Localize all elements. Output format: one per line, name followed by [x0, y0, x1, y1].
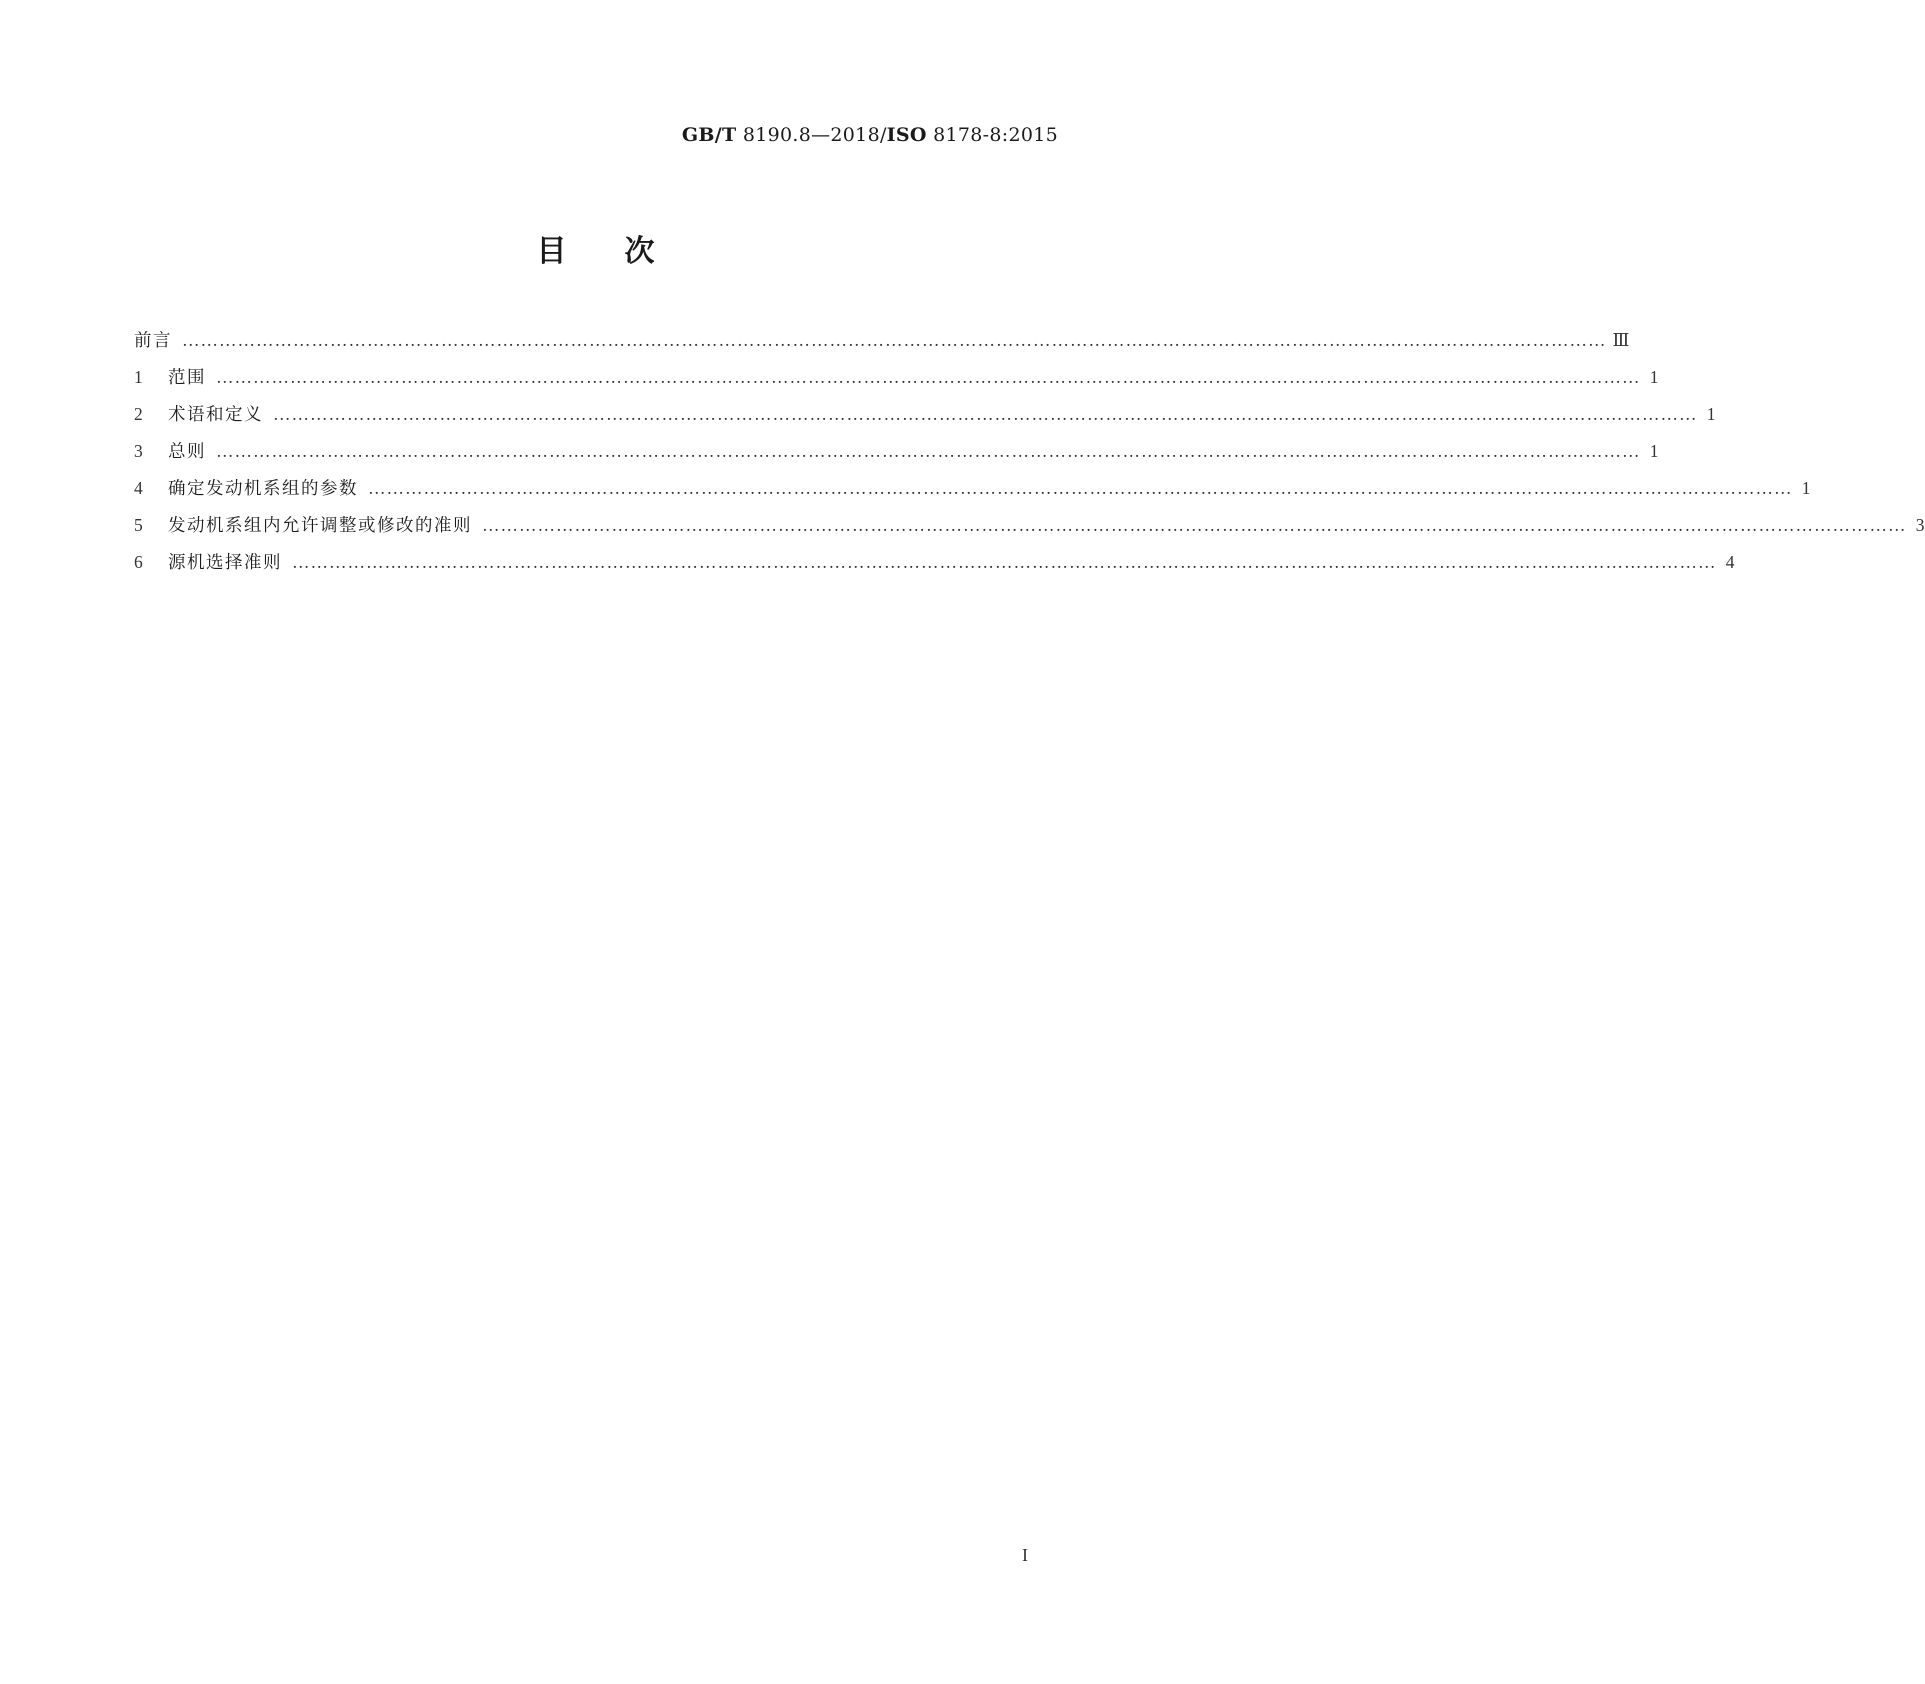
table-of-contents	[134, 327, 1925, 586]
toc-item-label: 前言	[134, 331, 172, 351]
toc-leader-dots: ……………………………………………………………………………………………………………………………………………………………………………………………………………	[482, 515, 1907, 535]
toc-leader-dots: ……………………………………………………………………………………………………………………………………………………………………………………………………………	[182, 330, 1607, 350]
toc-item-page: 3	[1915, 515, 1925, 535]
toc-item-terms[interactable]	[134, 401, 1716, 438]
toc-item-page: Ⅲ	[1612, 330, 1630, 350]
toc-item-parent-engine[interactable]	[134, 549, 1735, 586]
toc-leader-dots: ……………………………………………………………………………………………………………………………………………………………………………………………………………	[292, 552, 1717, 572]
toc-item-adjustments[interactable]	[134, 512, 1925, 549]
toc-item-label: 发动机系组内允许调整或修改的准则	[168, 516, 472, 536]
toc-item-number: 4	[134, 478, 143, 498]
toc-item-number: 1	[134, 367, 143, 387]
toc-item-page: 4	[1725, 552, 1735, 572]
toc-item-number: 5	[134, 515, 143, 535]
toc-item-number: 2	[134, 404, 143, 424]
toc-item-foreword[interactable]	[134, 327, 1630, 364]
standard-gb-prefix: GB/T	[681, 124, 737, 146]
standard-iso-prefix: ISO	[886, 124, 927, 146]
toc-item-label: 确定发动机系组的参数	[168, 479, 358, 499]
toc-item-label: 术语和定义	[168, 405, 263, 425]
page-number: I	[1022, 1545, 1028, 1565]
toc-item-parameters[interactable]	[134, 475, 1811, 512]
standard-number-header	[682, 124, 1058, 146]
toc-item-label: 总则	[168, 442, 206, 462]
toc-item-page: 1	[1649, 367, 1659, 387]
toc-leader-dots: ……………………………………………………………………………………………………………………………………………………………………………………………………………	[273, 404, 1698, 424]
toc-item-number: 6	[134, 552, 143, 572]
standard-gb-number: 8190.8—2018/	[742, 124, 887, 146]
toc-item-page: 1	[1649, 441, 1659, 461]
standard-iso-number: 8178-8:2015	[933, 124, 1058, 146]
toc-leader-dots: ……………………………………………………………………………………………………………………………………………………………………………………………………………	[216, 441, 1641, 461]
toc-item-page: 1	[1801, 478, 1811, 498]
toc-item-label: 范围	[168, 368, 206, 388]
toc-leader-dots: ……………………………………………………………………………………………………………………………………………………………………………………………………………	[216, 367, 1641, 387]
toc-item-label: 源机选择准则	[168, 553, 282, 573]
toc-leader-dots: ……………………………………………………………………………………………………………………………………………………………………………………………………………	[368, 478, 1793, 498]
toc-item-page: 1	[1706, 404, 1716, 424]
toc-item-scope[interactable]	[134, 364, 1659, 401]
toc-item-number: 3	[134, 441, 143, 461]
toc-title: 目次	[536, 234, 713, 269]
toc-item-general[interactable]	[134, 438, 1659, 475]
